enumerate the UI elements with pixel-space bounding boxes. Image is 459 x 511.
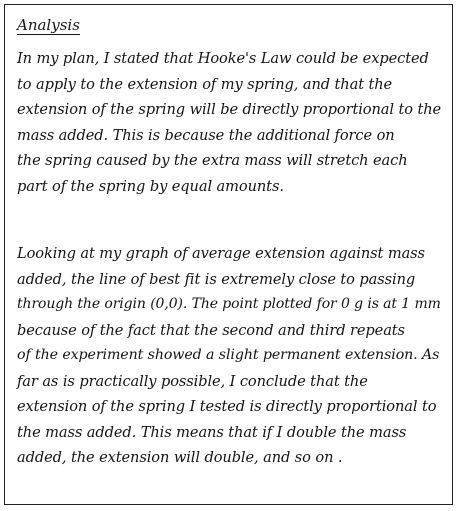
text-line: extension of the spring will be directly proportional to the (17, 101, 442, 118)
handwritten-page (4, 4, 453, 505)
text-line: added, the extension will double, and so on . (17, 449, 343, 466)
text-line: far as is practically possible, I conclude that the (17, 372, 368, 390)
text-line: of the experiment showed a slight permanent extension. As (17, 347, 440, 363)
text-line: to apply to the extension of my spring, and that the (17, 75, 393, 93)
text-line: because of the fact that the second and third repeats (17, 321, 405, 339)
text-line: In my plan, I stated that Hooke's Law could be expected (17, 50, 429, 67)
text-line: the spring caused by the extra mass will stretch each (17, 152, 408, 169)
text-line: through the origin (0,0). The point plotted for 0 g is at 1 mm (17, 296, 441, 312)
text-line: mass added. This is because the additional force on (17, 126, 395, 144)
text-line: added, the line of best fit is extremely close to passing (17, 270, 416, 288)
text-line: Looking at my graph of average extension against mass (17, 245, 425, 262)
text-line: extension of the spring I tested is directly proportional to (17, 398, 437, 415)
paragraph-hookes-law-plan (17, 46, 442, 199)
page-heading: Analysis (17, 16, 80, 34)
text-line: the mass added. This means that if I double the mass (17, 423, 407, 441)
text-line: part of the spring by equal amounts. (17, 177, 284, 195)
paragraph-graph-conclusion (17, 241, 442, 471)
